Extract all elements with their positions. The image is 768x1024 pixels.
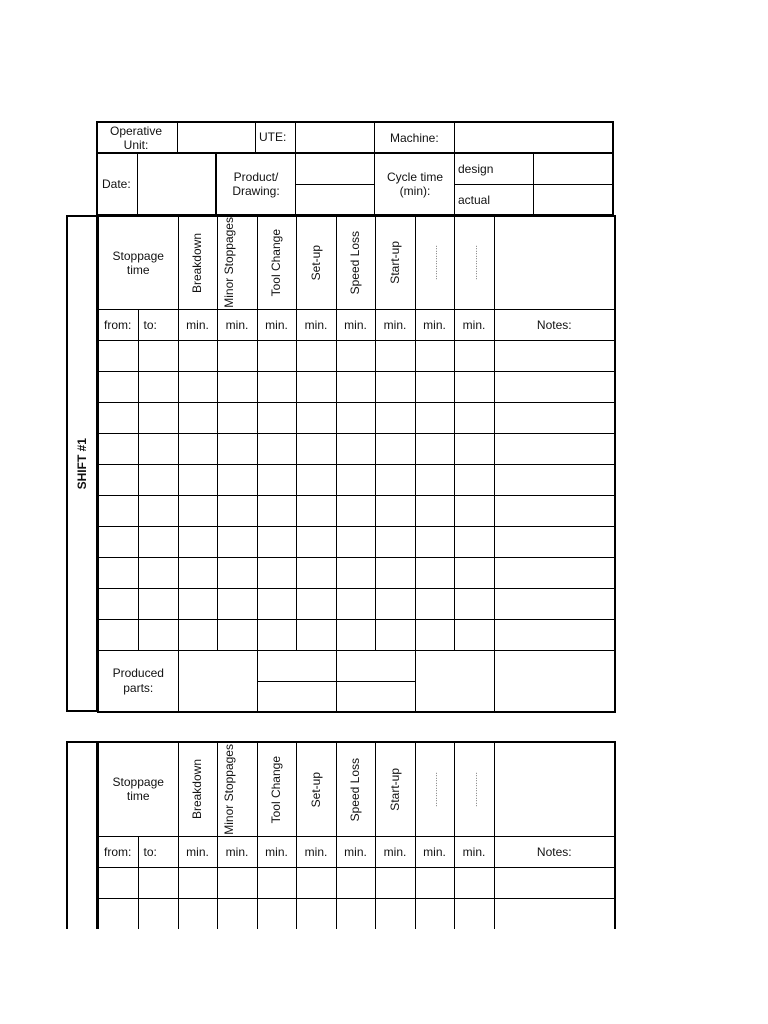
date-field[interactable] (138, 155, 214, 214)
entry-cell[interactable] (138, 340, 178, 371)
entry-cell[interactable] (454, 340, 494, 371)
entry-cell[interactable] (336, 371, 375, 402)
entry-cell[interactable] (454, 898, 494, 929)
entry-cell[interactable] (178, 340, 217, 371)
from-label: from: (98, 309, 138, 340)
entry-cell[interactable] (494, 867, 615, 898)
min-label: min. (336, 309, 375, 340)
entry-cell[interactable] (178, 371, 217, 402)
entry-cell[interactable] (415, 340, 454, 371)
entry-cell[interactable] (415, 557, 454, 588)
min-label: min. (296, 836, 336, 867)
entry-cell[interactable] (138, 898, 178, 929)
entry-cell[interactable] (415, 898, 454, 929)
notes-header-top (494, 742, 615, 836)
entry-cell[interactable] (415, 867, 454, 898)
entry-cell[interactable] (494, 619, 615, 650)
entry-cell[interactable] (138, 588, 178, 619)
notes-header-top (494, 216, 615, 309)
entry-cell[interactable] (415, 402, 454, 433)
entry-cell[interactable] (296, 867, 336, 898)
entry-cell[interactable] (217, 898, 257, 929)
speed-loss-header: Speed Loss (336, 742, 375, 836)
entry-cell[interactable] (178, 619, 217, 650)
cycle-time-label: Cycle time (min): (386, 170, 443, 198)
machine-field[interactable] (455, 123, 612, 151)
entry-cell[interactable] (375, 464, 415, 495)
entry-cell[interactable] (336, 433, 375, 464)
entry-cell[interactable] (415, 495, 454, 526)
set-up-header: Set-up (296, 216, 336, 309)
entry-cell[interactable] (217, 867, 257, 898)
entry-cell[interactable] (98, 588, 138, 619)
entry-cell[interactable] (257, 371, 296, 402)
entry-cell[interactable] (138, 464, 178, 495)
entry-cell[interactable] (257, 464, 296, 495)
start-up-header: Start-up (375, 216, 415, 309)
entry-cell[interactable] (415, 371, 454, 402)
to-label: to: (138, 309, 178, 340)
entry-cell[interactable] (178, 867, 217, 898)
entry-cell[interactable] (138, 619, 178, 650)
entry-cell[interactable] (217, 340, 257, 371)
entry-cell[interactable] (98, 526, 138, 557)
entry-cell[interactable] (375, 557, 415, 588)
produced-field-b2[interactable] (336, 681, 415, 712)
actual-label: actual (458, 193, 491, 207)
min-label: min. (178, 309, 217, 340)
entry-cell[interactable] (138, 867, 178, 898)
entry-cell[interactable] (217, 557, 257, 588)
entry-cell[interactable] (257, 619, 296, 650)
stoppage-time-header: Stoppage time (98, 216, 178, 309)
shift2-table (97, 741, 616, 961)
entry-cell[interactable] (375, 433, 415, 464)
min-label: min. (296, 309, 336, 340)
entry-cell[interactable] (375, 340, 415, 371)
table-row (98, 371, 615, 402)
minor-stoppages-header: Minor Stoppages (217, 216, 257, 309)
table-row (98, 898, 615, 929)
table-row (98, 433, 615, 464)
min-label: min. (415, 309, 454, 340)
entry-cell[interactable] (494, 340, 615, 371)
entry-cell[interactable] (494, 588, 615, 619)
min-label: min. (217, 309, 257, 340)
entry-cell[interactable] (494, 898, 615, 929)
operative-unit-field[interactable] (178, 123, 254, 151)
blank-header-1: .............. (415, 216, 454, 309)
table-row (98, 340, 615, 371)
entry-cell[interactable] (494, 495, 615, 526)
speed-loss-header: Speed Loss (336, 216, 375, 309)
entry-cell[interactable] (257, 588, 296, 619)
entry-cell[interactable] (494, 526, 615, 557)
entry-cell[interactable] (98, 371, 138, 402)
min-label: min. (375, 309, 415, 340)
entry-cell[interactable] (257, 898, 296, 929)
entry-cell[interactable] (494, 557, 615, 588)
entry-cell[interactable] (98, 464, 138, 495)
entry-cell[interactable] (178, 526, 217, 557)
entry-cell[interactable] (336, 495, 375, 526)
table-row (98, 588, 615, 619)
entry-cell[interactable] (454, 619, 494, 650)
page-bottom-mask (0, 929, 768, 1024)
entry-cell[interactable] (454, 588, 494, 619)
min-label: min. (178, 836, 217, 867)
entry-cell[interactable] (336, 402, 375, 433)
min-label: min. (336, 836, 375, 867)
entry-cell[interactable] (375, 619, 415, 650)
entry-cell[interactable] (494, 464, 615, 495)
entry-cell[interactable] (454, 495, 494, 526)
entry-cell[interactable] (375, 495, 415, 526)
entry-cell[interactable] (336, 557, 375, 588)
design-label: design (458, 162, 494, 176)
entry-cell[interactable] (138, 371, 178, 402)
entry-cell[interactable] (375, 867, 415, 898)
entry-cell[interactable] (138, 526, 178, 557)
entry-cell[interactable] (178, 464, 217, 495)
produced-field-a1[interactable] (257, 650, 336, 681)
entry-cell[interactable] (454, 867, 494, 898)
entry-cell[interactable] (415, 588, 454, 619)
table-row (98, 557, 615, 588)
entry-cell[interactable] (257, 526, 296, 557)
entry-cell[interactable] (98, 340, 138, 371)
produced-parts-label: Produced parts: (98, 650, 178, 712)
shift1-label-wrap (66, 215, 98, 712)
produced-field-b1[interactable] (336, 650, 415, 681)
from-label: from: (98, 836, 138, 867)
entry-cell[interactable] (178, 557, 217, 588)
entry-cell[interactable] (296, 340, 336, 371)
entry-cell[interactable] (178, 402, 217, 433)
entry-cell[interactable] (178, 433, 217, 464)
entry-cell[interactable] (138, 495, 178, 526)
entry-cell[interactable] (178, 495, 217, 526)
notes-label: Notes: (494, 836, 615, 867)
to-label: to: (138, 836, 178, 867)
entry-cell[interactable] (257, 495, 296, 526)
entry-cell[interactable] (98, 402, 138, 433)
entry-cell[interactable] (98, 898, 138, 929)
entry-cell[interactable] (98, 557, 138, 588)
entry-cell[interactable] (98, 867, 138, 898)
entry-cell[interactable] (296, 619, 336, 650)
min-label: min. (217, 836, 257, 867)
entry-cell[interactable] (375, 371, 415, 402)
ute-label: UTE: (259, 130, 287, 144)
entry-cell[interactable] (415, 433, 454, 464)
operative-unit-label: Operative Unit: (109, 124, 163, 152)
entry-cell[interactable] (415, 526, 454, 557)
entry-cell[interactable] (494, 433, 615, 464)
entry-cell[interactable] (98, 619, 138, 650)
min-label: min. (375, 836, 415, 867)
min-label: min. (415, 836, 454, 867)
entry-cell[interactable] (415, 619, 454, 650)
min-label: min. (257, 309, 296, 340)
shift1-label: SHIFT #1 (75, 437, 89, 490)
minor-stoppages-header: Minor Stoppages (217, 742, 257, 836)
entry-cell[interactable] (454, 557, 494, 588)
entry-cell[interactable] (217, 526, 257, 557)
table-row (98, 867, 615, 898)
entry-cell[interactable] (454, 433, 494, 464)
stoppage-time-header: Stoppage time (98, 742, 178, 836)
shift2-side-panel (66, 741, 98, 930)
entry-cell[interactable] (494, 371, 615, 402)
product-drawing-label: Product/ Drawing: (232, 170, 280, 198)
entry-cell[interactable] (217, 433, 257, 464)
entry-cell[interactable] (454, 371, 494, 402)
entry-cell[interactable] (296, 464, 336, 495)
entry-cell[interactable] (336, 464, 375, 495)
notes-label: Notes: (494, 309, 615, 340)
produced-notes-field[interactable] (494, 650, 615, 712)
min-label: min. (454, 836, 494, 867)
entry-cell[interactable] (336, 340, 375, 371)
entry-cell[interactable] (336, 898, 375, 929)
entry-cell[interactable] (296, 557, 336, 588)
entry-cell[interactable] (336, 867, 375, 898)
entry-cell[interactable] (296, 371, 336, 402)
table-row (98, 495, 615, 526)
entry-cell[interactable] (296, 402, 336, 433)
table-row (98, 526, 615, 557)
entry-cell[interactable] (178, 898, 217, 929)
entry-cell[interactable] (375, 898, 415, 929)
ute-field[interactable] (296, 123, 373, 151)
table-row (98, 402, 615, 433)
entry-cell[interactable] (375, 526, 415, 557)
header-row1-divider (96, 152, 614, 154)
entry-cell[interactable] (336, 619, 375, 650)
entry-cell[interactable] (98, 433, 138, 464)
blank-header-2: .............. (454, 216, 494, 309)
date-label: Date: (102, 177, 131, 191)
produced-field-c[interactable] (415, 650, 494, 712)
entry-cell[interactable] (98, 495, 138, 526)
entry-cell[interactable] (375, 588, 415, 619)
table-row (98, 464, 615, 495)
entry-cell[interactable] (138, 402, 178, 433)
entry-cell[interactable] (375, 402, 415, 433)
entry-cell[interactable] (454, 402, 494, 433)
entry-cell[interactable] (296, 526, 336, 557)
start-up-header: Start-up (375, 742, 415, 836)
entry-cell[interactable] (217, 402, 257, 433)
entry-cell[interactable] (257, 340, 296, 371)
entry-cell[interactable] (415, 464, 454, 495)
entry-cell[interactable] (138, 557, 178, 588)
machine-label: Machine: (390, 131, 439, 145)
tool-change-header: Tool Change (257, 742, 296, 836)
blank-header-2: .............. (454, 742, 494, 836)
produced-parts-field[interactable] (178, 650, 257, 712)
entry-cell[interactable] (296, 588, 336, 619)
entry-cell[interactable] (336, 588, 375, 619)
entry-cell[interactable] (217, 588, 257, 619)
entry-cell[interactable] (257, 557, 296, 588)
tool-change-header: Tool Change (257, 216, 296, 309)
entry-cell[interactable] (257, 867, 296, 898)
breakdown-header: Breakdown (178, 742, 217, 836)
entry-cell[interactable] (217, 495, 257, 526)
entry-cell[interactable] (217, 619, 257, 650)
entry-cell[interactable] (217, 371, 257, 402)
entry-cell[interactable] (336, 526, 375, 557)
design-field[interactable] (535, 155, 612, 183)
product-field-2[interactable] (296, 186, 373, 214)
product-field-1[interactable] (296, 155, 373, 183)
entry-cell[interactable] (296, 898, 336, 929)
blank-header-1: .............. (415, 742, 454, 836)
entry-cell[interactable] (257, 402, 296, 433)
entry-cell[interactable] (296, 495, 336, 526)
entry-cell[interactable] (494, 402, 615, 433)
entry-cell[interactable] (217, 464, 257, 495)
produced-field-a2[interactable] (257, 681, 336, 712)
entry-cell[interactable] (257, 433, 296, 464)
set-up-header: Set-up (296, 742, 336, 836)
entry-cell[interactable] (178, 588, 217, 619)
actual-field[interactable] (535, 186, 612, 214)
entry-cell[interactable] (296, 433, 336, 464)
entry-cell[interactable] (138, 433, 178, 464)
breakdown-header: Breakdown (178, 216, 217, 309)
table-row (98, 619, 615, 650)
min-label: min. (257, 836, 296, 867)
entry-cell[interactable] (454, 526, 494, 557)
entry-cell[interactable] (454, 464, 494, 495)
shift1-table (97, 215, 616, 713)
min-label: min. (454, 309, 494, 340)
